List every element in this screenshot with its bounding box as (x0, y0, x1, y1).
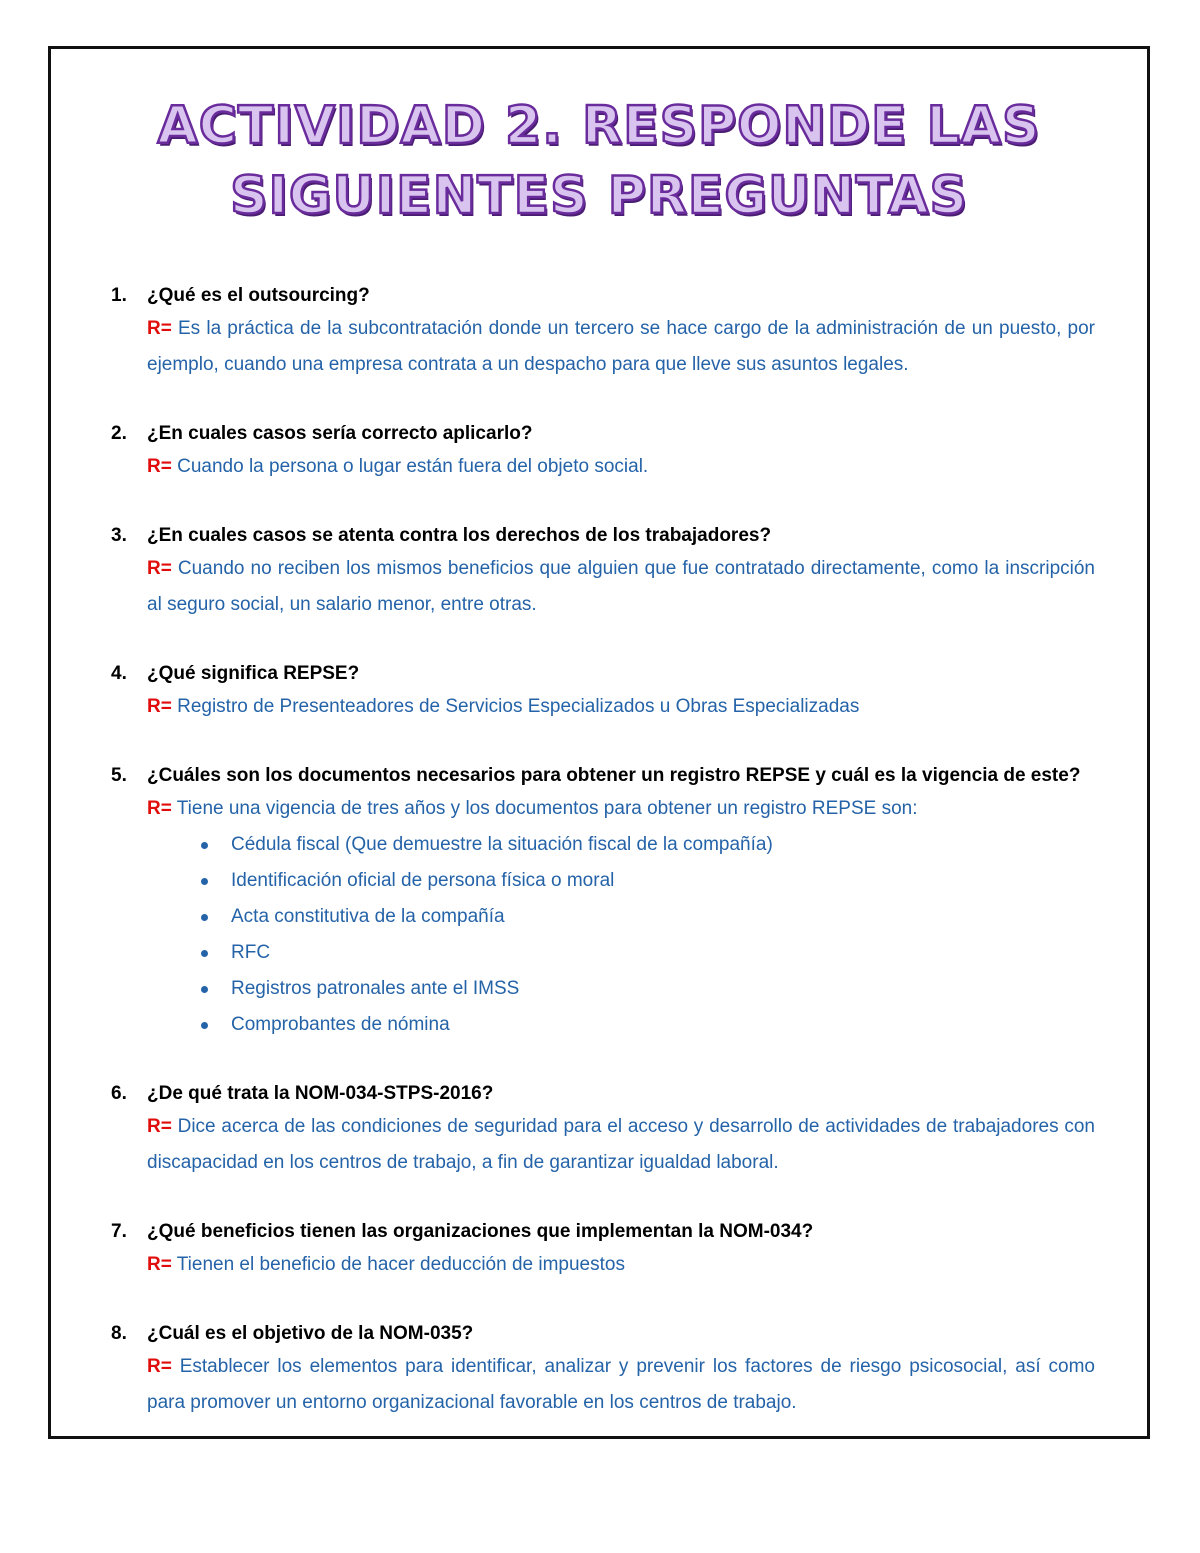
question-number: 3. (111, 525, 127, 546)
bullet-item (231, 863, 1095, 899)
bullet-item (231, 1007, 1095, 1043)
question-number: 7. (111, 1221, 127, 1242)
question-text: ¿En cuales casos sería correcto aplicarlo? (147, 423, 533, 444)
answer-text (147, 1349, 1095, 1421)
bullet-item (231, 971, 1095, 1007)
bullet-text: Comprobantes de nómina (231, 1014, 450, 1035)
answer-text (147, 689, 1095, 725)
question-item (51, 1319, 1153, 1421)
question-item (51, 419, 1153, 485)
bullet-item (231, 827, 1095, 863)
answer-label: R= (147, 456, 172, 477)
bullet-dot-icon (201, 842, 208, 849)
bullet-text: Registros patronales ante el IMSS (231, 978, 520, 999)
answer-body: Cuando la persona o lugar están fuera del objeto social. (177, 456, 649, 477)
bullet-dot-icon (201, 1022, 208, 1029)
answer-body: Tiene una vigencia de tres años y los documentos para obtener un registro REPSE son: (176, 798, 918, 819)
answer-text (147, 1109, 1095, 1181)
answer-label: R= (147, 1254, 172, 1275)
question-number: 5. (111, 765, 127, 786)
question-number: 8. (111, 1323, 127, 1344)
question-text: ¿Qué significa REPSE? (147, 663, 360, 684)
question-text: ¿Qué beneficios tienen las organizaciones que implementan la NOM-034? (147, 1221, 814, 1242)
answer-text (147, 449, 1095, 485)
answer-body: Dice acerca de las condiciones de seguridad para el acceso y desarrollo de actividades de trabajadores con discapacidad en los centros de trabajo, a fin de garantizar igualdad laboral. (147, 1116, 1095, 1173)
answer-label: R= (147, 696, 172, 717)
answer-text (147, 1247, 1095, 1283)
answer-body: Registro de Presenteadores de Servicios Especializados u Obras Especializadas (177, 696, 860, 717)
answer-body: Es la práctica de la subcontratación donde un tercero se hace cargo de la administración de un puesto, por ejemplo, cuando una empresa contrata a un despacho para que lleve sus asuntos legales. (147, 318, 1095, 375)
answer-text (147, 791, 1095, 827)
page-title (51, 91, 1147, 231)
answer-body: Establecer los elementos para identificar, analizar y prevenir los factores de riesgo psicosocial, así como para promover un entorno organizacional favorable en los centros de trabajo. (147, 1356, 1096, 1413)
bullet-dot-icon (201, 950, 208, 957)
bullet-text: Cédula fiscal (Que demuestre la situación fiscal de la compañía) (231, 834, 773, 855)
question-text: ¿En cuales casos se atenta contra los derechos de los trabajadores? (147, 525, 772, 546)
question-text: ¿Cuáles son los documentos necesarios para obtener un registro REPSE y cuál es la vigencia de este? (147, 765, 1081, 786)
question-text: ¿De qué trata la NOM-034-STPS-2016? (147, 1083, 494, 1104)
answer-label: R= (147, 1116, 172, 1137)
question-text: ¿Cuál es el objetivo de la NOM-035? (147, 1323, 474, 1344)
question-item (51, 659, 1153, 725)
answer-text (147, 551, 1095, 623)
answer-label: R= (147, 1356, 172, 1377)
bullet-dot-icon (201, 878, 208, 885)
answer-label: R= (147, 798, 172, 819)
bullet-item (231, 899, 1095, 935)
bullet-text: Identificación oficial de persona física o moral (231, 870, 615, 891)
question-number: 1. (111, 285, 127, 306)
question-text: ¿Qué es el outsourcing? (147, 285, 370, 306)
question-number: 4. (111, 663, 127, 684)
bullet-item (231, 935, 1095, 971)
title-line-2: SIGUIENTES PREGUNTAS (230, 166, 968, 226)
question-item (51, 281, 1153, 383)
bullet-text: RFC (231, 942, 271, 963)
question-list (51, 281, 1153, 1421)
question-item (51, 1217, 1153, 1283)
question-number: 2. (111, 423, 127, 444)
answer-text (147, 311, 1095, 383)
answer-label: R= (147, 318, 172, 339)
question-item (51, 761, 1153, 1043)
question-number: 6. (111, 1083, 127, 1104)
bullet-dot-icon (201, 914, 208, 921)
question-item (51, 1079, 1153, 1181)
answer-body: Cuando no reciben los mismos beneficios que alguien que fue contratado directamente, como la inscripción al seguro social, un salario menor, entre otras. (147, 558, 1095, 615)
answer-body: Tienen el beneficio de hacer deducción de impuestos (176, 1254, 625, 1275)
document-bullet-list (147, 827, 1095, 1043)
question-item (51, 521, 1153, 623)
page-border-frame (48, 46, 1150, 1439)
title-line-1: ACTIVIDAD 2. RESPONDE LAS (157, 96, 1041, 156)
answer-label: R= (147, 558, 172, 579)
bullet-dot-icon (201, 986, 208, 993)
bullet-text: Acta constitutiva de la compañía (231, 906, 505, 927)
